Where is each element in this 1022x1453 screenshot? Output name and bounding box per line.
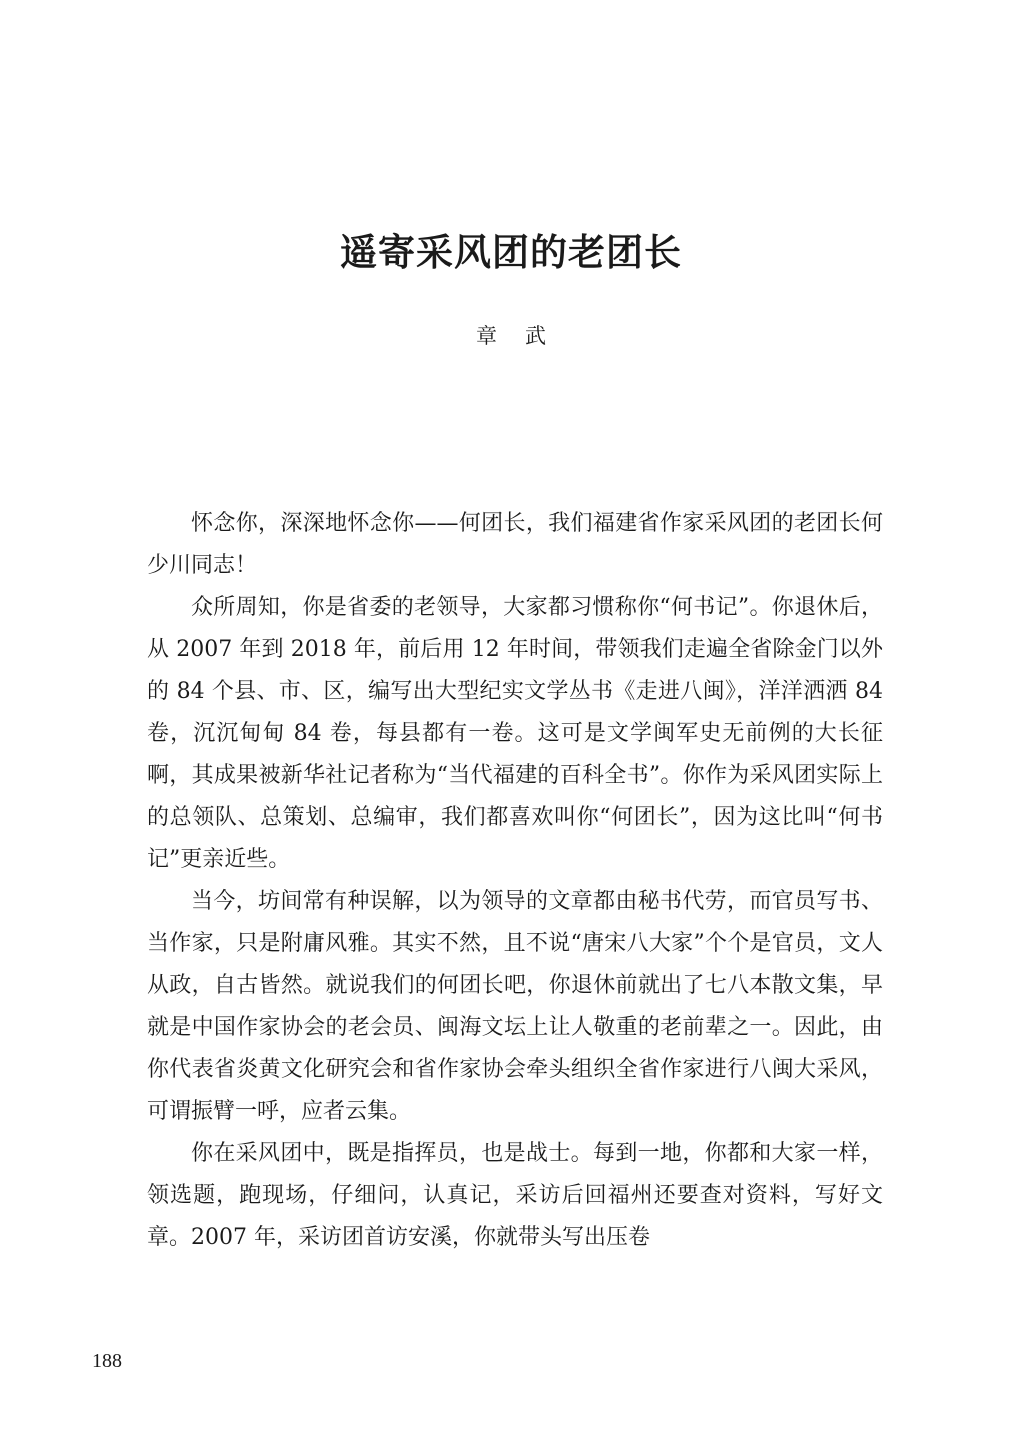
- article-body: [147, 503, 883, 1259]
- article-title: 遥寄采风团的老团长: [340, 230, 682, 274]
- paragraph: 怀念你，深深地怀念你——何团长，我们福建省作家采风团的老团长何少川同志！: [147, 511, 883, 578]
- paragraph: 当今，坊间常有种误解，以为领导的文章都由秘书代劳，而官员写书、当作家，只是附庸风雅。其实不然，且不说“唐宋八大家”个个是官员，文人从政，自古皆然。就说我们的何团长吧，你退休前就出了七八本散文集，早就是中国作家协会的老会员、闽海文坛上让人敬重的老前辈之一。因此，由你代表省炎黄文化研究会和省作家协会牵头组织全省作家进行八闽大采风，可谓振臂一呼，应者云集。: [147, 889, 883, 1124]
- paragraph: 众所周知，你是省委的老领导，大家都习惯称你“何书记”。你退休后，从 2007 年到 2018 年，前后用 12 年时间，带领我们走遍全省除金门以外的 84 个县、市、区，编写出大型纪实文学丛书《走进八闽》，洋洋洒洒 84 卷，沉沉甸甸 84 卷，每县都有一卷。这可是文学闽军史无前例的大长征啊，其成果被新华社记者称为“当代福建的百科全书”。你作为采风团实际上的总领队、总策划、总编审，我们都喜欢叫你“何团长”，因为这比叫“何书记”更亲近些。: [147, 595, 883, 872]
- page-number: 188: [92, 1350, 122, 1372]
- paragraph: 你在采风团中，既是指挥员，也是战士。每到一地，你都和大家一样，领选题，跑现场，仔细问，认真记，采访后回福州还要查对资料，写好文章。2007 年，采访团首访安溪，你就带头写出压卷: [147, 1141, 883, 1250]
- author-name: 章武: [476, 324, 574, 348]
